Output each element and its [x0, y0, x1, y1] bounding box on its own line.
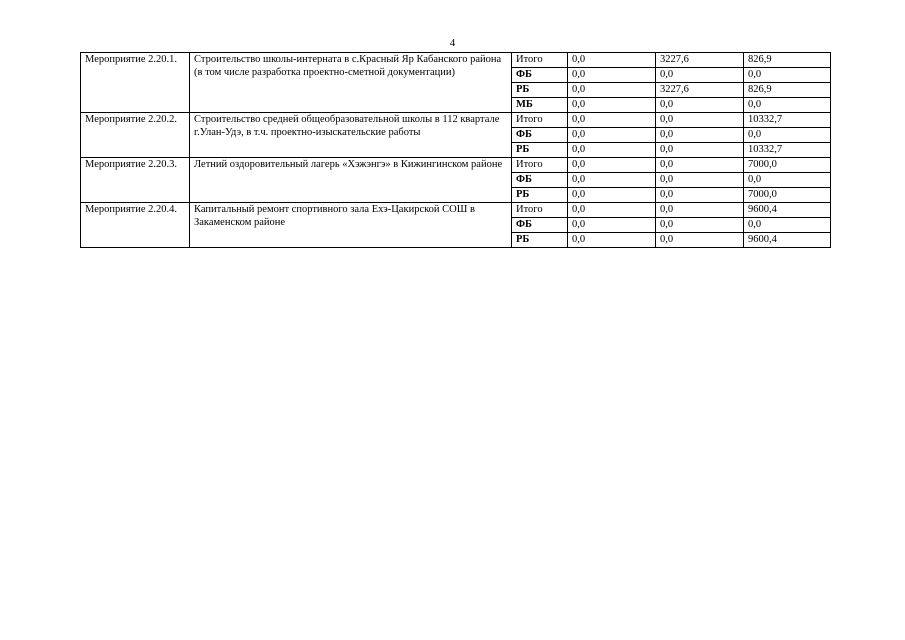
- source-cell: Итого: [512, 158, 568, 173]
- description-cell: Летний оздоровительный лагерь «Хэжэнгэ» в Кижингинском районе: [190, 158, 512, 203]
- value-cell-2: 0,0: [656, 218, 744, 233]
- activity-cell: Мероприятие 2.20.4.: [81, 203, 190, 248]
- value-cell-3: 10332,7: [744, 143, 831, 158]
- value-cell-2: 0,0: [656, 143, 744, 158]
- source-cell: ФБ: [512, 68, 568, 83]
- value-cell-3: 0,0: [744, 68, 831, 83]
- value-cell-1: 0,0: [568, 113, 656, 128]
- activities-table: [80, 52, 831, 248]
- source-cell: РБ: [512, 188, 568, 203]
- activity-cell: Мероприятие 2.20.3.: [81, 158, 190, 203]
- value-cell-2: 0,0: [656, 188, 744, 203]
- source-cell: Итого: [512, 53, 568, 68]
- value-cell-1: 0,0: [568, 203, 656, 218]
- value-cell-1: 0,0: [568, 98, 656, 113]
- source-cell: ФБ: [512, 218, 568, 233]
- value-cell-1: 0,0: [568, 173, 656, 188]
- source-cell: ФБ: [512, 173, 568, 188]
- table-row: [81, 203, 831, 218]
- source-cell: МБ: [512, 98, 568, 113]
- value-cell-2: 3227,6: [656, 83, 744, 98]
- activity-cell: Мероприятие 2.20.1.: [81, 53, 190, 113]
- activities-table-body: [81, 53, 831, 248]
- source-cell: Итого: [512, 113, 568, 128]
- value-cell-3: 10332,7: [744, 113, 831, 128]
- value-cell-2: 0,0: [656, 128, 744, 143]
- description-cell: Строительство школы-интерната в с.Красный Яр Кабанского района (в том числе разработка проектно-сметной документации): [190, 53, 512, 113]
- value-cell-1: 0,0: [568, 68, 656, 83]
- value-cell-2: 3227,6: [656, 53, 744, 68]
- value-cell-1: 0,0: [568, 233, 656, 248]
- value-cell-2: 0,0: [656, 98, 744, 113]
- value-cell-2: 0,0: [656, 113, 744, 128]
- value-cell-1: 0,0: [568, 158, 656, 173]
- source-cell: Итого: [512, 203, 568, 218]
- source-cell: РБ: [512, 83, 568, 98]
- value-cell-1: 0,0: [568, 53, 656, 68]
- activity-cell: Мероприятие 2.20.2.: [81, 113, 190, 158]
- value-cell-3: 7000,0: [744, 158, 831, 173]
- value-cell-1: 0,0: [568, 218, 656, 233]
- page-number: 4: [449, 37, 456, 49]
- value-cell-2: 0,0: [656, 173, 744, 188]
- value-cell-1: 0,0: [568, 128, 656, 143]
- value-cell-3: 9600,4: [744, 203, 831, 218]
- table-row: [81, 113, 831, 128]
- value-cell-3: 9600,4: [744, 233, 831, 248]
- source-cell: РБ: [512, 233, 568, 248]
- value-cell-2: 0,0: [656, 68, 744, 83]
- value-cell-3: 0,0: [744, 128, 831, 143]
- table-row: [81, 158, 831, 173]
- value-cell-3: 7000,0: [744, 188, 831, 203]
- value-cell-2: 0,0: [656, 203, 744, 218]
- value-cell-3: 0,0: [744, 218, 831, 233]
- description-cell: Строительство средней общеобразовательной школы в 112 квартале г.Улан-Удэ, в т.ч. проектно-изыскательские работы: [190, 113, 512, 158]
- value-cell-3: 826,9: [744, 83, 831, 98]
- source-cell: РБ: [512, 143, 568, 158]
- value-cell-1: 0,0: [568, 143, 656, 158]
- value-cell-3: 0,0: [744, 173, 831, 188]
- value-cell-2: 0,0: [656, 233, 744, 248]
- source-cell: ФБ: [512, 128, 568, 143]
- table-row: [81, 53, 831, 68]
- value-cell-3: 0,0: [744, 98, 831, 113]
- value-cell-2: 0,0: [656, 158, 744, 173]
- value-cell-1: 0,0: [568, 188, 656, 203]
- description-cell: Капитальный ремонт спортивного зала Ехэ-Цакирской СОШ в Закаменском районе: [190, 203, 512, 248]
- value-cell-1: 0,0: [568, 83, 656, 98]
- value-cell-3: 826,9: [744, 53, 831, 68]
